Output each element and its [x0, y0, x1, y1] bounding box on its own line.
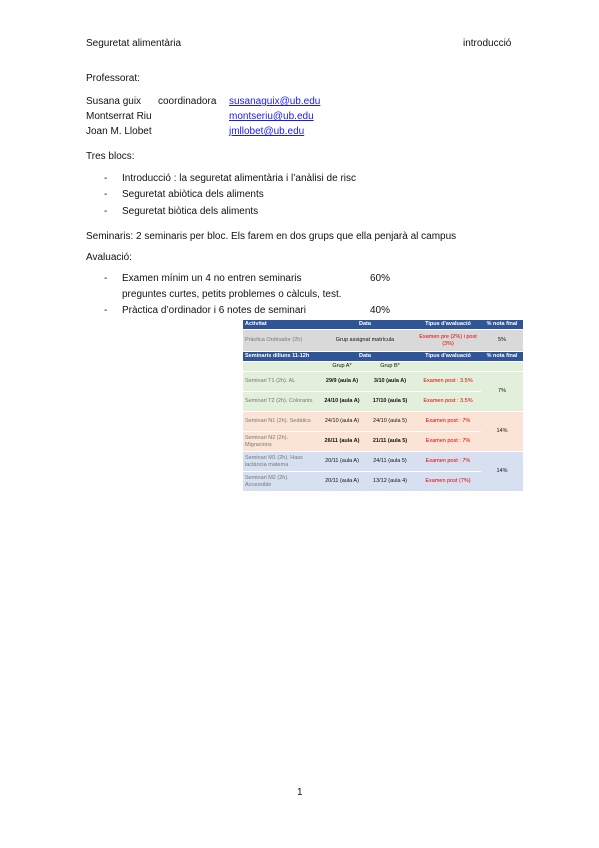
bloc-item-2: Seguretat abiòtica dels aliments [122, 189, 264, 200]
date-group-b: 3/10 (aula A) [373, 378, 407, 384]
table-header-cell: Activitat [243, 320, 315, 330]
date-group-b: 24/10 (aula 5) [373, 418, 407, 424]
date-group-a: 29/9 (aula A) [325, 378, 359, 384]
table-row [243, 412, 523, 432]
blocs-heading: Tres blocs: [86, 151, 135, 162]
avaluacio-heading: Avaluació: [86, 252, 132, 263]
avaluacio-item-1-line2: preguntes curtes, petits problemes o càlculs, test. [122, 289, 342, 300]
group-a-label: Grup A* [332, 363, 352, 369]
pct-m: 14% [481, 452, 523, 492]
seminar-name: Seminari M2 (2h). Accessible [243, 472, 315, 492]
date-group-b: 13/12 (aula 4) [373, 478, 407, 484]
bullet-dash: - [104, 305, 108, 316]
prof-name-2: Montserrat Riu [86, 111, 152, 122]
seminar-name: Seminari N1 (2h). Sedàtics [243, 412, 315, 432]
group-labels [315, 362, 415, 372]
date-group-b: 21/11 (aula 5) [372, 438, 408, 444]
prof-name-1: Susana guix [86, 96, 142, 107]
pct-n: 14% [481, 412, 523, 452]
seminar-dates [315, 392, 415, 412]
table-header-cell: Seminaris dilluns 11-12h [243, 352, 315, 362]
email-link-2[interactable]: montseriu@ub.edu [229, 111, 314, 122]
group-b-label: Grup B* [380, 363, 400, 369]
date-group-a: 26/11 (aula A) [324, 438, 360, 444]
date-group-a: 24/10 (aula A) [324, 398, 360, 404]
email-link-3[interactable]: jmllobet@ub.edu [229, 126, 305, 137]
bullet-dash: - [104, 173, 108, 184]
header-left: Seguretat alimentària [86, 38, 182, 49]
table-header-row [243, 352, 523, 362]
table-row [243, 372, 523, 392]
seminar-name: Seminari T2 (2h). Colorants [243, 392, 315, 412]
table-row [243, 362, 523, 372]
seminar-name: Seminari N2 (2h). Migracions [243, 432, 315, 452]
date-group-b: 24/11 (aula 5) [373, 458, 407, 464]
bloc-item-3: Seguretat biòtica dels aliments [122, 206, 259, 217]
table-header-row [243, 320, 523, 330]
avaluacio-item-1-line1: Examen mínim un 4 no entren seminaris [122, 273, 302, 284]
seminar-dates [315, 372, 415, 392]
table-header-cell: Data [315, 320, 415, 330]
pct-t: 7% [481, 372, 523, 412]
date-group-a: 20/11 (aula A) [325, 458, 359, 464]
practica-pct: 5% [481, 330, 523, 352]
bullet-dash: - [104, 273, 108, 284]
page-number: 1 [297, 787, 303, 798]
table-header-cell: % nota final [481, 320, 523, 330]
table-row [243, 330, 523, 352]
evaluation-table [243, 320, 523, 492]
seminar-dates [315, 432, 415, 452]
header-right: introducció [463, 38, 512, 49]
avaluacio-item-2-pct: 40% [370, 305, 391, 316]
seminar-name: Seminari T1 (2h). AL [243, 372, 315, 392]
seminar-tipus: Examen post : 7% [415, 432, 481, 452]
practica-data: Grup assignat matrícula [315, 330, 415, 352]
table-header-cell: % nota final [481, 352, 523, 362]
prof-name-3: Joan M. Llobet [86, 126, 152, 137]
seminar-tipus: Examen post : 7% [415, 452, 481, 472]
avaluacio-item-2-line1: Pràctica d’ordinador i 6 notes de seminari [122, 305, 306, 316]
seminar-tipus: Examen post (7%) [415, 472, 481, 492]
table-header-cell: Tipus d'avaluació [415, 320, 481, 330]
date-group-a: 24/10 (aula A) [324, 418, 360, 424]
seminar-tipus: Examen post : 3.5% [415, 372, 481, 392]
date-group-a: 20/11 (aula A) [325, 478, 359, 484]
seminar-tipus: Examen post : 3.5% [415, 392, 481, 412]
avaluacio-item-1-pct: 60% [370, 273, 391, 284]
seminaris-text: Seminaris: 2 seminaris per bloc. Els farem en dos grups que ella penjarà al campus [86, 231, 457, 242]
seminar-name: Seminari M1 (2h). Hass lactància materna [243, 452, 315, 472]
seminar-dates [315, 452, 415, 472]
practica-tipus: Examen pre (2%) i post (3%) [415, 330, 481, 352]
bullet-dash: - [104, 206, 108, 217]
seminar-dates [315, 412, 415, 432]
email-link-1[interactable]: susanaguix@ub.edu [229, 96, 321, 107]
seminar-tipus: Examen post : 7% [415, 412, 481, 432]
date-group-b: 17/10 (aula 5) [372, 398, 408, 404]
table-row [243, 452, 523, 472]
prof-role-1: coordinadora [158, 96, 217, 107]
table-header-cell: Data [315, 352, 415, 362]
table-header-cell: Tipus d'avaluació [415, 352, 481, 362]
practica-activitat: Pràctica Ordinador (2h) [243, 330, 315, 352]
bloc-item-1: Introducció : la seguretat alimentària i l’anàlisi de risc [122, 173, 356, 184]
bullet-dash: - [104, 189, 108, 200]
professorat-heading: Professorat: [86, 73, 140, 84]
seminar-dates [315, 472, 415, 492]
